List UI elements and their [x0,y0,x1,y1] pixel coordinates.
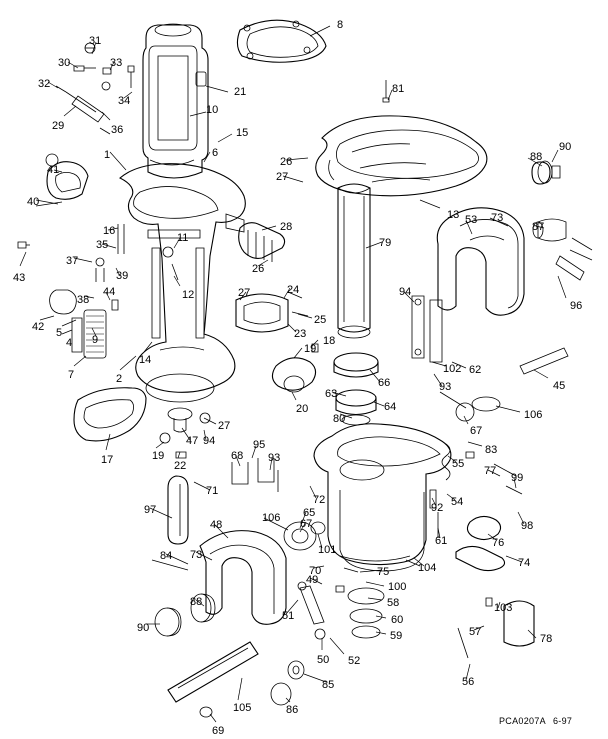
callout-number: 106 [262,512,281,524]
callout-number: 20 [296,403,309,415]
callout-number: 64 [384,401,397,413]
callout-number: 97 [144,504,157,516]
callout-number: 66 [378,377,391,389]
shape-driveshaft-tube-79 [338,80,392,338]
callout-number: 67 [300,518,313,530]
callout-number: 28 [280,221,293,233]
callout-number: 102 [443,363,462,375]
callout-number: 101 [318,544,337,556]
callout-number: 36 [111,124,124,136]
shape-upper-cover [143,24,208,178]
footer-date: 6-97 [553,716,573,726]
callout-number: 19 [304,343,317,355]
callout-number: 6 [212,147,219,159]
callout-number: 30 [58,57,71,69]
callout-number: 74 [518,557,531,569]
callout-number: 59 [390,630,403,642]
callout-number: 96 [570,300,583,312]
callout-number: 15 [236,127,249,139]
callout-number: 52 [348,655,361,667]
callout-number: 21 [234,86,247,98]
callout-number: 40 [27,196,40,208]
callout-number: 27 [238,287,251,299]
callout-number: 80 [333,413,346,425]
callout-number: 8 [337,19,344,31]
callout-number: 99 [511,472,524,484]
callout-number: 85 [322,679,335,691]
shape-bellows-28 [239,223,285,262]
callout-number: 11 [177,232,189,244]
callout-number: 58 [387,597,400,609]
callout-number: 26 [252,263,265,275]
callout-number: 50 [317,654,330,666]
callout-number: 88 [190,596,203,608]
callout-number: 35 [96,239,109,251]
callout-number: 42 [32,321,45,333]
callout-number: 17 [101,454,114,466]
callout-number: 41 [47,164,60,176]
callout-number: 49 [306,574,319,586]
callout-number: 33 [110,57,123,69]
callout-number: 7 [68,369,75,381]
callout-number: 72 [313,494,326,506]
callout-number: 2 [116,373,123,385]
callout-number: 60 [391,614,404,626]
callout-number: 106 [524,409,543,421]
callout-number: 29 [52,120,65,132]
callout-number: 93 [268,452,281,464]
callout-number: 98 [521,520,534,532]
shape-gasket-8 [237,20,326,62]
shape-swivel-bracket-main [314,424,451,638]
callout-number: 27 [218,420,231,432]
callout-number: 43 [13,272,26,284]
callout-number: 18 [323,335,336,347]
callout-number: 90 [137,622,150,634]
callout-number: 27 [276,171,289,183]
callout-number: 103 [494,602,513,614]
callout-number: 62 [469,364,482,376]
callout-number: 16 [103,225,116,237]
shape-lower-cowl-17 [74,388,146,441]
callout-number: 61 [435,535,448,547]
callout-number: 68 [231,450,244,462]
shape-stern-bracket-53 [412,208,524,421]
callout-number: 45 [553,380,566,392]
callout-number: 10 [206,104,219,116]
callout-number: 95 [253,439,266,451]
callout-number: 14 [139,354,152,366]
callout-number: 19 [152,450,165,462]
callout-number: 44 [103,286,116,298]
callout-number: 76 [492,537,505,549]
shape-swivel-top-13 [316,116,487,196]
callout-number: 38 [77,294,90,306]
callout-number: 48 [210,519,223,531]
shape-right-top-fittings [520,161,592,374]
callout-number: 90 [559,141,572,153]
callout-number: 93 [439,381,452,393]
callout-number: 12 [182,289,195,301]
callout-number: 22 [174,460,187,472]
callout-number: 73 [491,212,504,224]
callout-number: 32 [38,78,51,90]
footer-code: PCA0207A [499,716,546,726]
callout-number: 5 [56,327,63,339]
callout-number: 86 [286,704,299,716]
callout-number: 55 [452,458,465,470]
callout-number: 39 [116,270,129,282]
callout-number: 31 [89,35,102,47]
callout-number: 4 [66,337,73,349]
callout-number: 51 [282,610,295,622]
callout-number: 56 [462,676,475,688]
callout-number: 24 [287,284,300,296]
callout-number: 94 [203,435,216,447]
callout-number: 53 [465,214,478,226]
callout-number: 26 [280,156,293,168]
shape-exhaust-housing [120,164,245,402]
callout-number: 81 [392,83,405,95]
callout-number: 54 [451,496,464,508]
callout-number: 105 [233,702,252,714]
callout-number: 77 [484,465,497,477]
callout-number: 94 [399,286,412,298]
callout-number: 78 [540,633,553,645]
callout-number: 92 [431,502,444,514]
callout-number: 25 [314,314,327,326]
callout-number: 34 [118,95,131,107]
callout-number: 83 [485,444,498,456]
callout-number: 79 [379,237,392,249]
callout-number: 75 [377,566,390,578]
callout-number: 13 [447,209,460,221]
callout-number: 104 [418,562,437,574]
callout-number: 67 [470,425,483,437]
callout-number: 1 [104,149,111,161]
callout-number: 57 [469,626,482,638]
callout-number: 9 [92,334,99,346]
callout-number: 73 [190,549,203,561]
callout-number: 84 [160,550,173,562]
callout-number: 88 [530,151,543,163]
callout-number: 69 [212,725,225,737]
callout-number: 63 [325,388,338,400]
callout-number: 37 [66,255,79,267]
shape-washers-bottom [271,661,304,705]
callout-number: 100 [388,581,407,593]
callout-number: 70 [309,565,322,577]
callout-number: 87 [532,221,545,233]
callout-number: 65 [303,507,316,519]
callout-number: 47 [186,435,199,447]
callout-number: 71 [206,485,219,497]
callout-number: 23 [294,328,307,340]
